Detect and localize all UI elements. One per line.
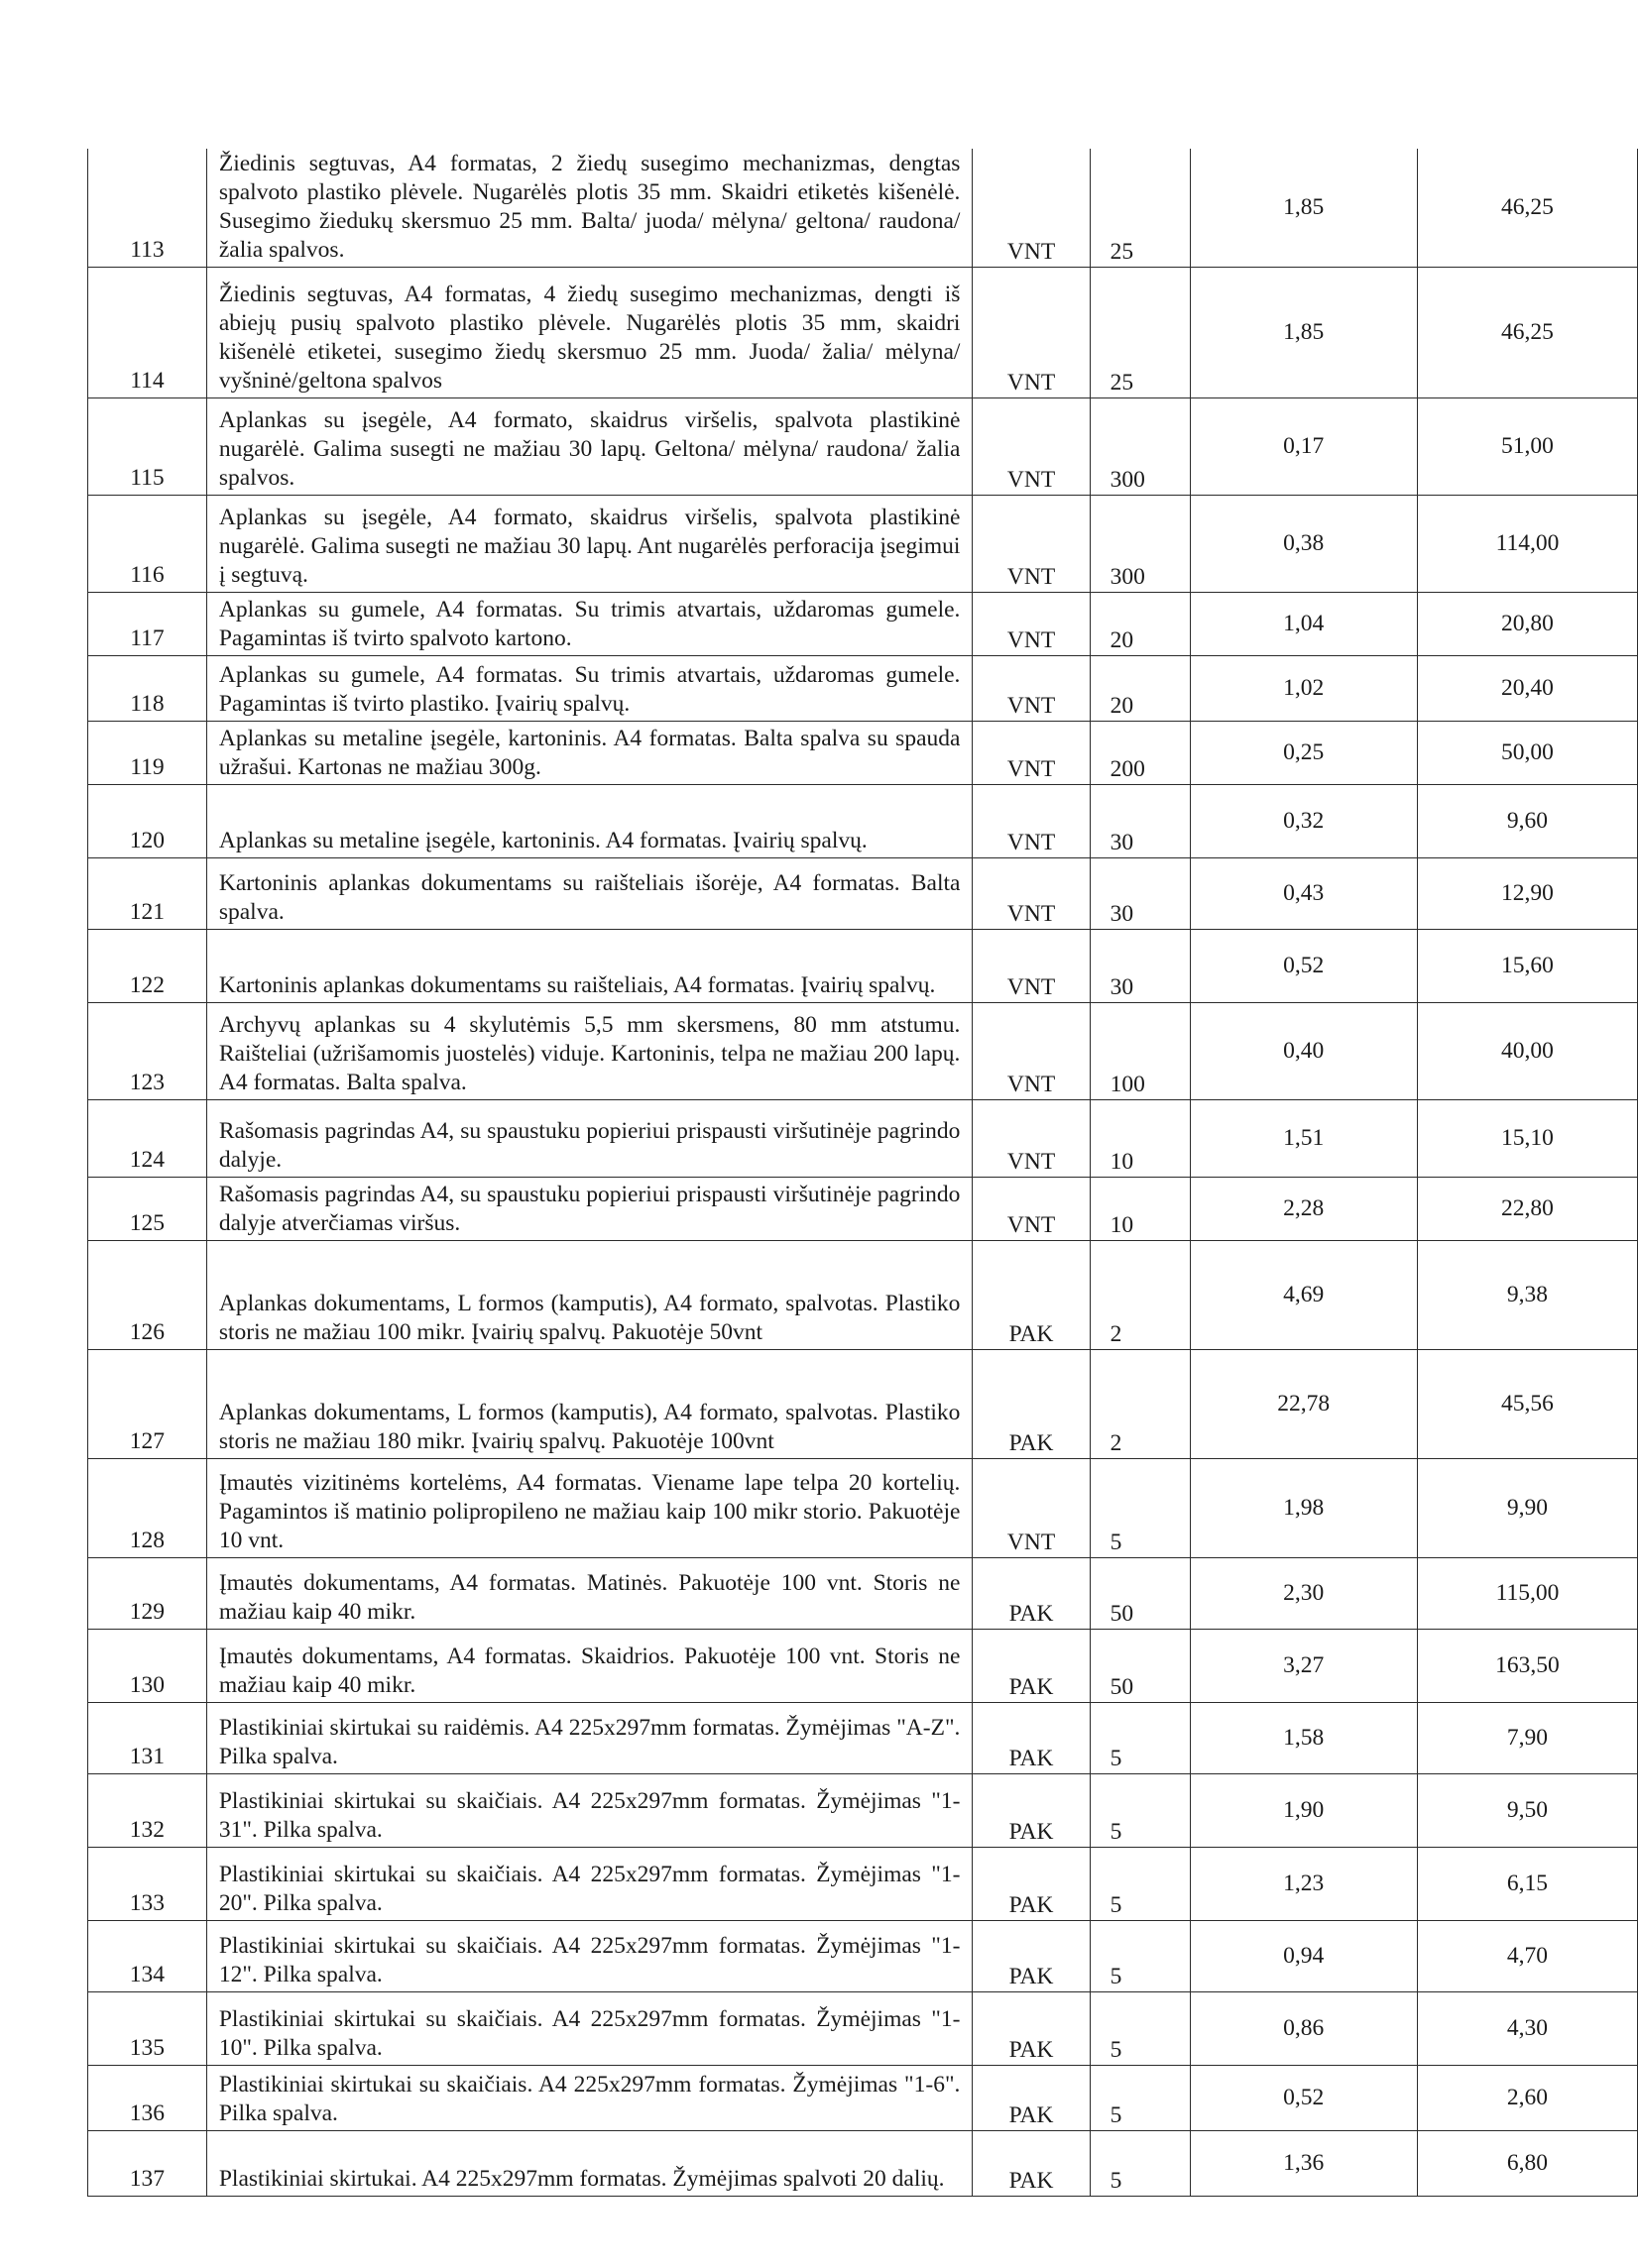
- item-unit: VNT: [973, 1100, 1090, 1178]
- item-total: 9,38: [1417, 1241, 1637, 1350]
- item-unit: VNT: [973, 1459, 1090, 1558]
- item-total: 4,30: [1417, 1992, 1637, 2066]
- item-number: 115: [88, 398, 207, 496]
- item-quantity: 5: [1090, 2131, 1190, 2197]
- item-description: Aplankas su gumele, A4 formatas. Su trimis atvartais, uždaromas gumele. Pagamintas iš tvirto spalvoto kartono.: [206, 593, 973, 656]
- item-quantity: 50: [1090, 1558, 1190, 1630]
- item-total: 114,00: [1417, 496, 1637, 593]
- item-unit-price: 0,38: [1190, 496, 1417, 593]
- item-number: 136: [88, 2066, 207, 2131]
- item-quantity: 200: [1090, 722, 1190, 785]
- item-total: 4,70: [1417, 1921, 1637, 1992]
- item-description: Aplankas dokumentams, L formos (kamputis), A4 formato, spalvotas. Plastiko storis ne mažiau 100 mikr. Įvairių spalvų. Pakuotėje 50vnt: [206, 1241, 973, 1350]
- item-unit-price: 1,58: [1190, 1703, 1417, 1774]
- item-number: 131: [88, 1703, 207, 1774]
- items-table: [87, 149, 1638, 2197]
- item-total: 9,50: [1417, 1774, 1637, 1848]
- item-quantity: 100: [1090, 1003, 1190, 1100]
- item-unit-price: 4,69: [1190, 1241, 1417, 1350]
- item-unit-price: 0,86: [1190, 1992, 1417, 2066]
- table-row: [88, 268, 1638, 398]
- table-row: [88, 656, 1638, 722]
- item-unit-price: 1,85: [1190, 149, 1417, 268]
- item-total: 22,80: [1417, 1178, 1637, 1241]
- table-row: [88, 1992, 1638, 2066]
- item-unit-price: 0,94: [1190, 1921, 1417, 1992]
- table-row: [88, 785, 1638, 858]
- item-quantity: 5: [1090, 2066, 1190, 2131]
- table-row: [88, 1003, 1638, 1100]
- item-description: Įmautės dokumentams, A4 formatas. Skaidrios. Pakuotėje 100 vnt. Storis ne mažiau kaip 40 mikr.: [206, 1630, 973, 1703]
- item-unit: VNT: [973, 785, 1090, 858]
- item-unit: PAK: [973, 1774, 1090, 1848]
- table-row: [88, 1630, 1638, 1703]
- item-unit: PAK: [973, 1350, 1090, 1459]
- item-description: Aplankas su gumele, A4 formatas. Su trimis atvartais, uždaromas gumele. Pagamintas iš tvirto plastiko. Įvairių spalvų.: [206, 656, 973, 722]
- item-unit: VNT: [973, 1178, 1090, 1241]
- item-unit: VNT: [973, 149, 1090, 268]
- item-unit: PAK: [973, 1848, 1090, 1921]
- item-unit-price: 1,85: [1190, 268, 1417, 398]
- item-number: 121: [88, 858, 207, 930]
- table-row: [88, 1848, 1638, 1921]
- item-description: Aplankas su įsegėle, A4 formato, skaidrus viršelis, spalvota plastikinė nugarėlė. Galima susegti ne mažiau 30 lapų. Geltona/ mėlyna/ raudona/ žalia spalvos.: [206, 398, 973, 496]
- table-row: [88, 722, 1638, 785]
- item-description: Plastikiniai skirtukai su skaičiais. A4 225x297mm formatas. Žymėjimas "1-20". Pilka spalva.: [206, 1848, 973, 1921]
- item-unit-price: 22,78: [1190, 1350, 1417, 1459]
- table-row: [88, 858, 1638, 930]
- item-unit: PAK: [973, 1703, 1090, 1774]
- item-number: 132: [88, 1774, 207, 1848]
- item-unit-price: 1,90: [1190, 1774, 1417, 1848]
- item-description: Kartoninis aplankas dokumentams su raišteliais, A4 formatas. Įvairių spalvų.: [206, 930, 973, 1003]
- table-row: [88, 1459, 1638, 1558]
- table-row: [88, 2131, 1638, 2197]
- item-total: 15,60: [1417, 930, 1637, 1003]
- item-number: 116: [88, 496, 207, 593]
- item-unit-price: 0,52: [1190, 2066, 1417, 2131]
- item-unit-price: 2,28: [1190, 1178, 1417, 1241]
- item-unit: PAK: [973, 2066, 1090, 2131]
- item-unit: VNT: [973, 496, 1090, 593]
- item-description: Aplankas su metaline įsegėle, kartoninis. A4 formatas. Balta spalva su spauda užrašui. Kartonas ne mažiau 300g.: [206, 722, 973, 785]
- item-unit-price: 1,36: [1190, 2131, 1417, 2197]
- item-number: 117: [88, 593, 207, 656]
- item-number: 128: [88, 1459, 207, 1558]
- item-unit-price: 1,51: [1190, 1100, 1417, 1178]
- item-quantity: 30: [1090, 930, 1190, 1003]
- item-unit: PAK: [973, 1241, 1090, 1350]
- item-unit: VNT: [973, 930, 1090, 1003]
- table-row: [88, 1558, 1638, 1630]
- item-unit-price: 0,43: [1190, 858, 1417, 930]
- item-number: 126: [88, 1241, 207, 1350]
- table-row: [88, 149, 1638, 268]
- item-number: 122: [88, 930, 207, 1003]
- item-unit: VNT: [973, 858, 1090, 930]
- item-unit-price: 0,25: [1190, 722, 1417, 785]
- table-row: [88, 1774, 1638, 1848]
- item-description: Plastikiniai skirtukai su raidėmis. A4 225x297mm formatas. Žymėjimas "A-Z". Pilka spalva.: [206, 1703, 973, 1774]
- table-row: [88, 398, 1638, 496]
- item-quantity: 5: [1090, 1992, 1190, 2066]
- table-row: [88, 593, 1638, 656]
- item-unit: VNT: [973, 593, 1090, 656]
- item-unit-price: 0,40: [1190, 1003, 1417, 1100]
- item-quantity: 5: [1090, 1921, 1190, 1992]
- item-number: 118: [88, 656, 207, 722]
- item-number: 129: [88, 1558, 207, 1630]
- item-total: 40,00: [1417, 1003, 1637, 1100]
- item-quantity: 20: [1090, 593, 1190, 656]
- item-total: 50,00: [1417, 722, 1637, 785]
- table-row: [88, 1100, 1638, 1178]
- table-row: [88, 1178, 1638, 1241]
- item-quantity: 20: [1090, 656, 1190, 722]
- item-description: Plastikiniai skirtukai su skaičiais. A4 225x297mm formatas. Žymėjimas "1-31". Pilka spalva.: [206, 1774, 973, 1848]
- item-unit: VNT: [973, 1003, 1090, 1100]
- item-description: Žiedinis segtuvas, A4 formatas, 4 žiedų susegimo mechanizmas, dengti iš abiejų pusių spalvoto plastiko plėvele. Nugarėlės plotis 35 mm, skaidri kišenėlė etiketei, susegimo žiedų skersmuo 25 mm. Juoda/ žalia/ mėlyna/ vyšninė/geltona spalvos: [206, 268, 973, 398]
- item-unit: VNT: [973, 722, 1090, 785]
- item-total: 45,56: [1417, 1350, 1637, 1459]
- item-number: 114: [88, 268, 207, 398]
- item-unit-price: 1,23: [1190, 1848, 1417, 1921]
- item-description: Aplankas su įsegėle, A4 formato, skaidrus viršelis, spalvota plastikinė nugarėlė. Galima susegti ne mažiau 30 lapų. Ant nugarėlės perforacija įsegimui į segtuvą.: [206, 496, 973, 593]
- item-total: 9,60: [1417, 785, 1637, 858]
- item-number: 124: [88, 1100, 207, 1178]
- item-number: 120: [88, 785, 207, 858]
- item-quantity: 5: [1090, 1774, 1190, 1848]
- item-total: 51,00: [1417, 398, 1637, 496]
- item-quantity: 25: [1090, 149, 1190, 268]
- item-quantity: 50: [1090, 1630, 1190, 1703]
- item-description: Rašomasis pagrindas A4, su spaustuku popieriui prispausti viršutinėje pagrindo dalyje atverčiamas viršus.: [206, 1178, 973, 1241]
- item-total: 12,90: [1417, 858, 1637, 930]
- item-total: 115,00: [1417, 1558, 1637, 1630]
- item-total: 20,40: [1417, 656, 1637, 722]
- item-description: Kartoninis aplankas dokumentams su raišteliais išorėje, A4 formatas. Balta spalva.: [206, 858, 973, 930]
- item-total: 15,10: [1417, 1100, 1637, 1178]
- item-number: 133: [88, 1848, 207, 1921]
- table-row: [88, 1921, 1638, 1992]
- item-description: Rašomasis pagrindas A4, su spaustuku popieriui prispausti viršutinėje pagrindo dalyje.: [206, 1100, 973, 1178]
- item-unit-price: 0,52: [1190, 930, 1417, 1003]
- item-quantity: 25: [1090, 268, 1190, 398]
- item-unit: PAK: [973, 1558, 1090, 1630]
- item-description: Archyvų aplankas su 4 skylutėmis 5,5 mm skersmens, 80 mm atstumu. Raišteliai (užrišamomis juostelės) viduje. Kartoninis, telpa ne mažiau 200 lapų. A4 formatas. Balta spalva.: [206, 1003, 973, 1100]
- item-number: 130: [88, 1630, 207, 1703]
- items-table-body: [88, 149, 1638, 2197]
- table-row: [88, 1350, 1638, 1459]
- item-total: 6,80: [1417, 2131, 1637, 2197]
- item-unit-price: 1,98: [1190, 1459, 1417, 1558]
- item-unit-price: 1,02: [1190, 656, 1417, 722]
- item-number: 134: [88, 1921, 207, 1992]
- item-description: Plastikiniai skirtukai. A4 225x297mm formatas. Žymėjimas spalvoti 20 dalių.: [206, 2131, 973, 2197]
- item-quantity: 5: [1090, 1459, 1190, 1558]
- item-total: 6,15: [1417, 1848, 1637, 1921]
- item-quantity: 5: [1090, 1848, 1190, 1921]
- item-quantity: 10: [1090, 1100, 1190, 1178]
- item-description: Įmautės vizitinėms kortelėms, A4 formatas. Viename lape telpa 20 kortelių. Pagamintos iš matinio polipropileno ne mažiau kaip 100 mikr storio. Pakuotėje 10 vnt.: [206, 1459, 973, 1558]
- item-unit: VNT: [973, 268, 1090, 398]
- item-description: Plastikiniai skirtukai su skaičiais. A4 225x297mm formatas. Žymėjimas "1-6". Pilka spalva.: [206, 2066, 973, 2131]
- item-quantity: 2: [1090, 1241, 1190, 1350]
- item-number: 125: [88, 1178, 207, 1241]
- item-description: Plastikiniai skirtukai su skaičiais. A4 225x297mm formatas. Žymėjimas "1-12". Pilka spalva.: [206, 1921, 973, 1992]
- item-unit-price: 0,17: [1190, 398, 1417, 496]
- item-total: 46,25: [1417, 149, 1637, 268]
- item-number: 123: [88, 1003, 207, 1100]
- item-description: Aplankas dokumentams, L formos (kamputis), A4 formato, spalvotas. Plastiko storis ne mažiau 180 mikr. Įvairių spalvų. Pakuotėje 100vnt: [206, 1350, 973, 1459]
- item-total: 2,60: [1417, 2066, 1637, 2131]
- item-unit: PAK: [973, 1630, 1090, 1703]
- item-description: Žiedinis segtuvas, A4 formatas, 2 žiedų susegimo mechanizmas, dengtas spalvoto plastiko plėvele. Nugarėlės plotis 35 mm. Skaidri etiketės kišenėlė. Susegimo žiedukų skersmuo 25 mm. Balta/ juoda/ mėlyna/ geltona/ raudona/ žalia spalvos.: [206, 149, 973, 268]
- item-unit: PAK: [973, 1921, 1090, 1992]
- table-row: [88, 496, 1638, 593]
- item-description: Įmautės dokumentams, A4 formatas. Matinės. Pakuotėje 100 vnt. Storis ne mažiau kaip 40 mikr.: [206, 1558, 973, 1630]
- item-unit: VNT: [973, 398, 1090, 496]
- item-total: 163,50: [1417, 1630, 1637, 1703]
- item-unit-price: 3,27: [1190, 1630, 1417, 1703]
- item-number: 113: [88, 149, 207, 268]
- item-unit-price: 1,04: [1190, 593, 1417, 656]
- item-quantity: 5: [1090, 1703, 1190, 1774]
- item-number: 127: [88, 1350, 207, 1459]
- item-total: 9,90: [1417, 1459, 1637, 1558]
- table-row: [88, 1241, 1638, 1350]
- item-unit: VNT: [973, 656, 1090, 722]
- item-number: 137: [88, 2131, 207, 2197]
- table-row: [88, 1703, 1638, 1774]
- item-total: 20,80: [1417, 593, 1637, 656]
- item-quantity: 300: [1090, 398, 1190, 496]
- table-row: [88, 2066, 1638, 2131]
- item-quantity: 10: [1090, 1178, 1190, 1241]
- item-unit-price: 2,30: [1190, 1558, 1417, 1630]
- item-unit: PAK: [973, 1992, 1090, 2066]
- item-unit-price: 0,32: [1190, 785, 1417, 858]
- item-unit: PAK: [973, 2131, 1090, 2197]
- item-quantity: 30: [1090, 785, 1190, 858]
- item-quantity: 300: [1090, 496, 1190, 593]
- item-total: 7,90: [1417, 1703, 1637, 1774]
- item-description: Plastikiniai skirtukai su skaičiais. A4 225x297mm formatas. Žymėjimas "1-10". Pilka spalva.: [206, 1992, 973, 2066]
- item-quantity: 30: [1090, 858, 1190, 930]
- table-row: [88, 930, 1638, 1003]
- item-quantity: 2: [1090, 1350, 1190, 1459]
- item-description: Aplankas su metaline įsegėle, kartoninis. A4 formatas. Įvairių spalvų.: [206, 785, 973, 858]
- item-number: 135: [88, 1992, 207, 2066]
- item-number: 119: [88, 722, 207, 785]
- item-total: 46,25: [1417, 268, 1637, 398]
